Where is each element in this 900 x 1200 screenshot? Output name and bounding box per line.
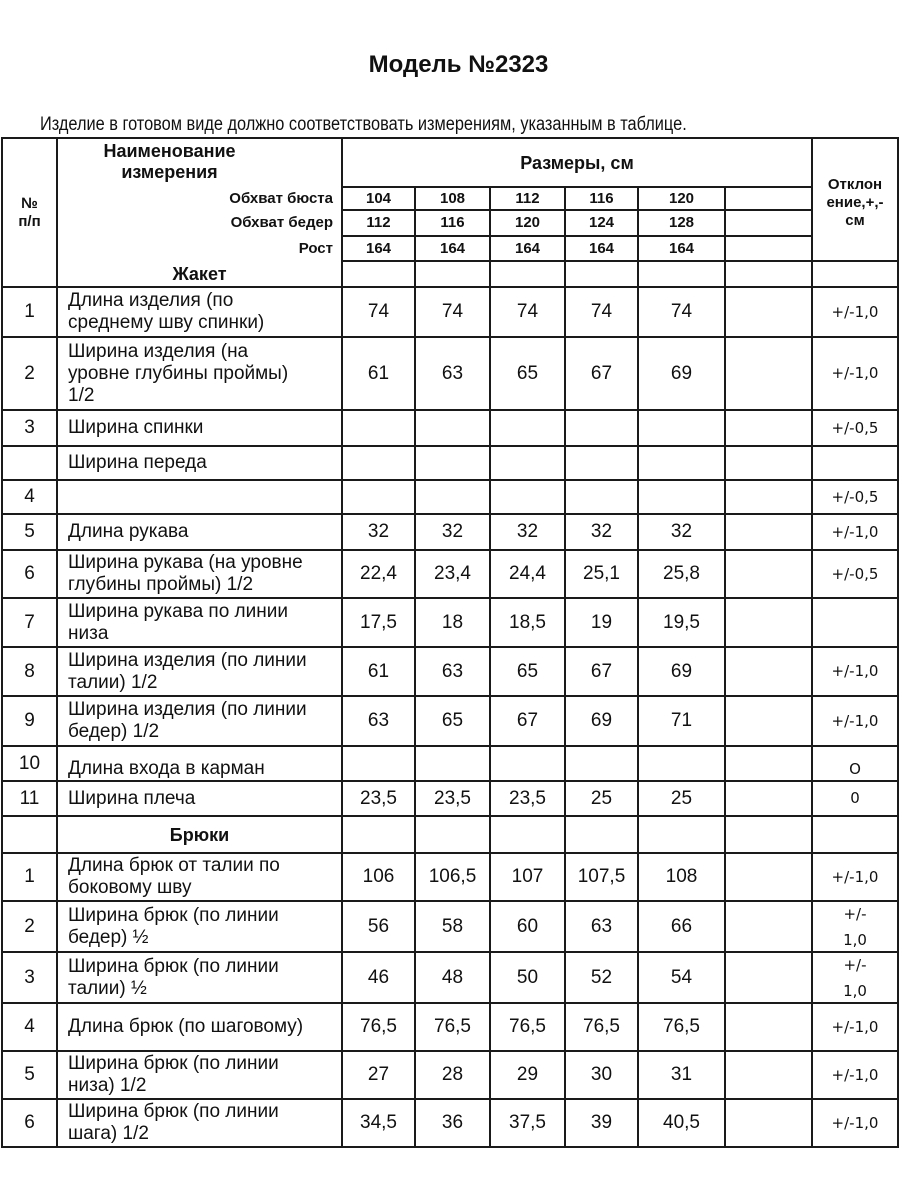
row-value: 63 xyxy=(367,710,390,731)
row-value xyxy=(490,480,565,514)
table-border-top xyxy=(1,137,899,139)
row-value xyxy=(415,480,490,514)
size-value xyxy=(725,187,812,210)
row-name: Ширина брюк (по линии низа) 1/2 xyxy=(68,1053,279,1096)
row-value xyxy=(490,446,565,480)
row-value: 61 xyxy=(367,660,390,682)
row-name: Ширина рукава (на уровне глубины проймы) 1/2 xyxy=(68,552,303,595)
row-value: 24,4 xyxy=(509,563,546,584)
row-deviation: +/-1,0 xyxy=(831,662,879,680)
row-value: 37,5 xyxy=(509,1112,546,1133)
row-value: 31 xyxy=(670,1064,693,1085)
row-deviation: +/- 1,0 xyxy=(843,955,867,1000)
row-value: 32 xyxy=(516,521,539,542)
row-deviation: +/-1,0 xyxy=(831,1113,879,1132)
row-value xyxy=(565,410,638,446)
row-divider xyxy=(342,260,812,262)
row-value: 76,5 xyxy=(434,1016,471,1037)
size-value: 108 xyxy=(439,189,466,207)
row-value: 52 xyxy=(590,966,613,988)
row-divider xyxy=(2,695,898,697)
row-value: 67 xyxy=(590,660,613,682)
row-name: Ширина брюк (по линии шага) 1/2 xyxy=(68,1101,279,1144)
row-value: 23,5 xyxy=(509,787,546,809)
row-deviation: +/-1,0 xyxy=(831,364,879,382)
row-value: 63 xyxy=(590,915,613,937)
row-number: 5 xyxy=(24,1064,35,1085)
size-row-label: Обхват бедер xyxy=(230,214,333,231)
row-value xyxy=(638,410,725,446)
row-name: Длина входа в карман xyxy=(68,758,265,779)
row-value xyxy=(725,1099,812,1147)
size-value: 112 xyxy=(366,214,391,231)
row-number xyxy=(2,446,57,480)
row-name xyxy=(57,480,342,514)
row-name: Ширина изделия (по линии бедер) 1/2 xyxy=(68,699,307,742)
row-value: 22,4 xyxy=(360,563,397,584)
row-value xyxy=(725,746,812,781)
row-value: 69 xyxy=(670,362,693,384)
section-title: Брюки xyxy=(169,824,230,845)
row-value: 76,5 xyxy=(509,1016,546,1037)
row-divider xyxy=(2,815,898,817)
row-deviation: +/-1,0 xyxy=(831,522,879,541)
row-value: 48 xyxy=(441,966,464,988)
row-deviation: О xyxy=(849,760,861,778)
row-value: 25 xyxy=(670,787,693,809)
size-value xyxy=(725,210,812,236)
row-value: 28 xyxy=(441,1064,464,1085)
row-divider xyxy=(342,235,812,237)
row-value: 19,5 xyxy=(663,611,700,633)
row-value xyxy=(725,550,812,598)
row-divider xyxy=(2,1002,898,1004)
row-value: 66 xyxy=(670,915,693,937)
column-divider xyxy=(811,138,813,1147)
row-value xyxy=(342,480,415,514)
row-number: 3 xyxy=(24,966,35,988)
row-divider xyxy=(2,646,898,648)
table-border-bottom xyxy=(1,1146,899,1148)
row-value xyxy=(415,446,490,480)
row-number: 2 xyxy=(24,915,35,937)
size-value: 164 xyxy=(439,239,466,257)
row-value: 65 xyxy=(516,362,539,384)
row-value xyxy=(342,746,415,781)
row-value: 63 xyxy=(441,660,464,682)
row-value: 39 xyxy=(590,1112,613,1133)
row-divider xyxy=(2,479,898,481)
row-value: 27 xyxy=(367,1064,390,1085)
size-value: 120 xyxy=(514,214,541,231)
row-value: 29 xyxy=(516,1064,539,1085)
row-name: Длина брюк (по шаговому) xyxy=(68,1016,304,1037)
row-value xyxy=(725,853,812,901)
size-value: 128 xyxy=(668,214,695,231)
row-divider xyxy=(342,186,812,188)
row-value xyxy=(725,1051,812,1099)
row-value: 74 xyxy=(516,301,539,322)
row-number: 6 xyxy=(24,563,35,584)
section-title: Жакет xyxy=(172,264,227,284)
row-value: 30 xyxy=(590,1064,613,1085)
size-row-label: Рост xyxy=(298,239,333,257)
size-value: 164 xyxy=(365,239,392,257)
row-name: Ширина брюк (по линии талии) ½ xyxy=(68,955,279,999)
size-value: 112 xyxy=(515,189,540,207)
row-number: 9 xyxy=(24,710,35,731)
row-divider xyxy=(2,286,898,288)
row-value xyxy=(415,410,490,446)
row-name: Длина брюк от талии по боковому шву xyxy=(68,855,280,898)
size-value: 116 xyxy=(589,189,614,207)
row-value: 74 xyxy=(590,301,613,322)
row-value: 69 xyxy=(590,710,613,731)
document-title: Модель №2323 xyxy=(368,51,549,78)
row-deviation: +/-1,0 xyxy=(831,867,879,886)
row-value: 58 xyxy=(441,915,464,937)
row-value: 106 xyxy=(362,866,395,887)
row-divider xyxy=(2,745,898,747)
row-name: Ширина плеча xyxy=(68,787,196,809)
row-value: 74 xyxy=(441,301,464,322)
row-value xyxy=(342,446,415,480)
row-value: 25 xyxy=(590,787,613,809)
row-number: 3 xyxy=(24,417,35,438)
row-name: Ширина переда xyxy=(68,452,207,473)
row-divider xyxy=(2,1098,898,1100)
row-value: 61 xyxy=(367,362,390,384)
row-name: Длина рукава xyxy=(68,521,189,542)
row-value xyxy=(725,901,812,952)
row-value xyxy=(565,746,638,781)
row-value xyxy=(565,480,638,514)
row-value: 32 xyxy=(670,521,693,542)
row-number: 8 xyxy=(24,660,35,682)
size-value xyxy=(725,236,812,261)
row-deviation xyxy=(812,446,898,480)
row-deviation: +/-0,5 xyxy=(831,564,879,583)
row-value xyxy=(342,410,415,446)
size-value: 164 xyxy=(668,239,695,257)
row-divider xyxy=(2,549,898,551)
row-value xyxy=(490,410,565,446)
row-name: Ширина спинки xyxy=(68,417,204,438)
row-deviation: +/-1,0 xyxy=(831,302,879,321)
table-border-left xyxy=(1,137,3,1148)
row-value: 67 xyxy=(590,362,613,384)
row-name: Ширина брюк (по линии бедер) ½ xyxy=(68,904,279,948)
row-divider xyxy=(812,260,898,262)
size-value: 104 xyxy=(365,189,392,207)
row-value: 74 xyxy=(367,301,390,322)
row-number: 7 xyxy=(24,611,35,633)
row-value xyxy=(725,410,812,446)
column-divider xyxy=(341,138,343,1147)
row-value xyxy=(565,446,638,480)
row-value: 107,5 xyxy=(577,866,626,887)
row-deviation: +/-0,5 xyxy=(831,418,879,437)
document-subtitle: Изделие в готовом виде должно соответствовать измерениям, указанным в таблице. xyxy=(40,114,687,135)
row-value: 106,5 xyxy=(428,866,477,887)
row-value: 23,4 xyxy=(434,563,471,584)
row-value: 32 xyxy=(441,521,464,542)
row-value: 65 xyxy=(516,660,539,682)
row-value xyxy=(490,746,565,781)
row-divider xyxy=(2,780,898,782)
header-number-col: № п/п xyxy=(18,194,41,230)
row-number: 10 xyxy=(18,752,41,774)
row-value xyxy=(725,1003,812,1051)
row-value: 63 xyxy=(441,362,464,384)
row-value: 23,5 xyxy=(360,787,397,809)
header-sizes-col: Размеры, см xyxy=(520,152,634,173)
header-name-col: Наименование измерения xyxy=(103,141,236,182)
row-value: 71 xyxy=(670,710,693,731)
row-divider xyxy=(2,597,898,599)
size-value: 164 xyxy=(588,239,615,257)
row-value xyxy=(725,598,812,647)
row-value: 32 xyxy=(590,521,613,542)
row-number: 1 xyxy=(24,866,35,887)
document-subtitle-container xyxy=(40,113,876,137)
column-divider xyxy=(56,138,58,1147)
row-value xyxy=(638,480,725,514)
row-deviation: +/-1,0 xyxy=(831,1017,879,1036)
row-value: 107 xyxy=(511,866,544,887)
table-border-right xyxy=(897,137,899,1148)
row-value: 65 xyxy=(441,710,464,731)
row-value: 60 xyxy=(516,915,539,937)
row-value xyxy=(725,480,812,514)
row-divider xyxy=(342,209,812,211)
row-divider xyxy=(2,1050,898,1052)
row-divider xyxy=(2,852,898,854)
row-number: 5 xyxy=(24,521,35,542)
row-value: 56 xyxy=(367,915,390,937)
row-divider xyxy=(2,445,898,447)
row-value xyxy=(415,746,490,781)
row-deviation: 0 xyxy=(850,789,860,807)
row-number: 4 xyxy=(24,1016,35,1037)
row-value: 76,5 xyxy=(583,1016,620,1037)
row-value xyxy=(725,647,812,696)
size-row-label: Обхват бюста xyxy=(229,189,333,207)
row-divider xyxy=(2,951,898,953)
row-number: 2 xyxy=(24,362,35,384)
row-number: 1 xyxy=(24,301,35,322)
row-name: Длина изделия (по среднему шву спинки) xyxy=(68,290,265,333)
row-value xyxy=(725,781,812,816)
row-value xyxy=(638,746,725,781)
row-value xyxy=(725,446,812,480)
row-value xyxy=(725,952,812,1003)
row-value: 54 xyxy=(670,966,693,988)
row-value: 67 xyxy=(516,710,539,731)
row-name: Ширина изделия (на уровне глубины проймы) 1/2 xyxy=(68,340,289,406)
row-number: 6 xyxy=(24,1112,35,1133)
size-value: 120 xyxy=(668,189,695,207)
row-deviation: +/-0,5 xyxy=(831,487,879,506)
row-value: 25,1 xyxy=(583,563,620,584)
row-value: 40,5 xyxy=(663,1112,700,1133)
row-value xyxy=(725,514,812,550)
row-value: 36 xyxy=(441,1112,464,1133)
row-divider xyxy=(2,336,898,338)
row-value: 34,5 xyxy=(360,1112,397,1133)
row-value: 76,5 xyxy=(360,1016,397,1037)
row-value: 32 xyxy=(367,521,390,542)
size-value: 116 xyxy=(440,214,465,231)
row-value: 108 xyxy=(665,866,698,887)
row-value xyxy=(725,696,812,746)
row-value xyxy=(638,446,725,480)
row-divider xyxy=(2,513,898,515)
row-name: Ширина изделия (по линии талии) 1/2 xyxy=(68,649,307,693)
row-value: 76,5 xyxy=(663,1016,700,1037)
row-number: 4 xyxy=(24,486,35,507)
header-deviation-col: Отклон ение,+,- см xyxy=(826,175,884,229)
row-deviation: +/-1,0 xyxy=(831,711,879,730)
row-value xyxy=(725,337,812,410)
row-name: Ширина рукава по линии низа xyxy=(68,600,288,644)
row-value xyxy=(725,287,812,337)
row-divider xyxy=(2,409,898,411)
row-value: 25,8 xyxy=(663,563,700,584)
row-deviation: +/- 1,0 xyxy=(843,904,867,949)
row-value: 19 xyxy=(590,611,613,633)
row-value: 18 xyxy=(441,611,464,633)
row-value: 17,5 xyxy=(360,611,397,633)
row-value: 74 xyxy=(670,301,693,322)
row-deviation: +/-1,0 xyxy=(831,1065,879,1084)
row-deviation xyxy=(812,598,898,647)
row-divider xyxy=(2,900,898,902)
size-value: 124 xyxy=(588,214,615,231)
size-value: 164 xyxy=(514,239,541,257)
row-number: 11 xyxy=(19,787,40,809)
row-value: 69 xyxy=(670,660,693,682)
row-value: 46 xyxy=(367,966,390,988)
row-value: 50 xyxy=(516,966,539,988)
row-value: 18,5 xyxy=(509,611,546,633)
row-value: 23,5 xyxy=(434,787,471,809)
